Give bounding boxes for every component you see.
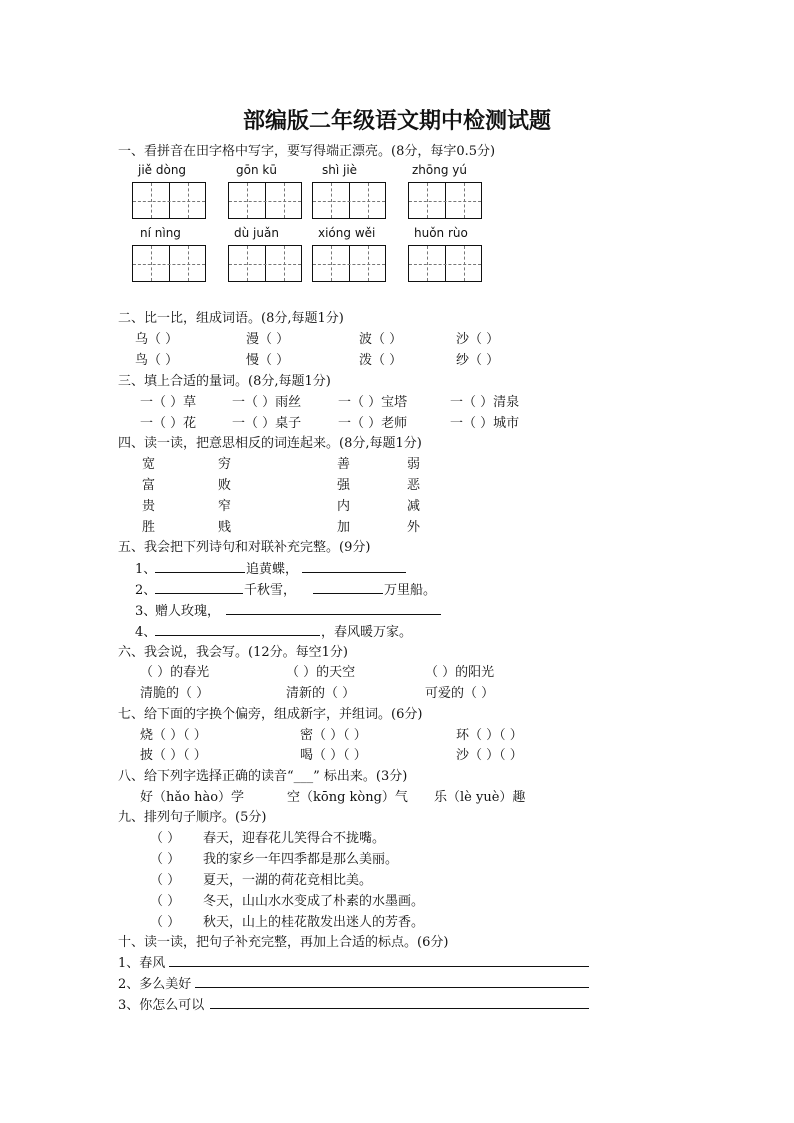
measure-item: 一（ ）宝塔 [338,395,408,410]
sentence-item: 冬天，山山水水变成了朴素的水墨画。 [203,894,425,909]
section-3-heading: 三、填上合适的量词。(8分,每题1分) [118,374,331,389]
section-8-heading: 八、给下列字选择正确的读音“___” 标出来。(3分) [118,769,408,784]
tianzige-box[interactable] [228,182,302,219]
match-word: 减 [407,499,421,514]
word-item: 乌（ ） [135,332,179,347]
sentence-start: 1、春风 [118,956,166,971]
sentence-item: 春天，迎春花儿笑得合不拢嘴。 [203,831,386,846]
phrase-item: 清脆的（ ） [140,686,210,701]
match-word: 败 [218,478,232,493]
word-item: 泼（ ） [359,353,403,368]
match-word: 强 [337,478,351,493]
match-word: 富 [142,478,156,493]
tianzige-box[interactable] [132,245,206,282]
section-7-heading: 七、给下面的字换个偏旁，组成新字，并组词。(6分) [118,707,423,722]
match-word: 加 [337,520,351,535]
measure-item: 一（ ）花 [140,416,197,431]
match-word: 内 [337,499,351,514]
poem-text: 赠人玫瑰， [155,604,221,619]
section-10-heading: 十、读一读，把句子补充完整，再加上合适的标点。(6分) [118,935,449,950]
order-bracket[interactable]: （ ） [150,915,181,930]
word-item: 慢（ ） [246,353,290,368]
match-word: 恶 [407,478,421,493]
tianzige-box[interactable] [312,182,386,219]
word-item: 波（ ） [359,332,403,347]
pronunciation-item: 好（hǎo hào）学 [140,790,245,805]
answer-blank[interactable] [226,600,441,615]
poem-text: 千秋雪， [244,583,297,598]
answer-line[interactable] [169,952,589,967]
measure-item: 一（ ）老师 [338,416,408,431]
match-word: 穷 [218,457,232,472]
radical-item: 喝（ ）（ ） [300,748,367,763]
sentence-start: 2、多么美好 [118,977,192,992]
line-number: 4、 [135,625,157,640]
match-word: 窄 [218,499,232,514]
word-item: 纱（ ） [456,353,500,368]
poem-text: 万里船。 [384,583,437,598]
pronunciation-item: 乐（lè yuè）趣 [434,790,526,805]
pinyin-label: zhōng yú [412,163,467,177]
tianzige-box[interactable] [408,245,482,282]
word-item: 鸟（ ） [135,353,179,368]
answer-blank[interactable] [302,558,406,573]
measure-item: 一（ ）草 [140,395,197,410]
phrase-item: 可爱的（ ） [425,686,495,701]
sentence-item: 秋天，山上的桂花散发出迷人的芳香。 [203,915,425,930]
radical-item: 密（ ）（ ） [300,728,367,743]
radical-item: 披（ ）（ ） [140,748,207,763]
poem-text: ，春风暖万家。 [321,625,413,640]
pinyin-label: shì jiè [322,163,358,177]
match-word: 宽 [142,457,156,472]
pinyin-label: ní nìng [140,226,181,240]
page-title: 部编版二年级语文期中检测试题 [242,108,551,134]
sentence-item: 我的家乡一年四季都是那么美丽。 [203,852,399,867]
poem-text: 追黄蝶， [246,562,299,577]
answer-blank[interactable] [313,579,383,594]
answer-blank[interactable] [155,579,243,594]
pinyin-label: jiě dòng [138,163,187,177]
match-word: 贵 [142,499,156,514]
section-9-heading: 九、排列句子顺序。(5分) [118,810,267,825]
section-6-heading: 六、我会说，我会写。(12分。每空1分) [118,645,348,660]
measure-item: 一（ ）雨丝 [232,395,302,410]
match-word: 弱 [407,457,421,472]
order-bracket[interactable]: （ ） [150,852,181,867]
match-word: 善 [337,457,351,472]
radical-item: 烧（ ）（ ） [140,728,207,743]
line-number: 2、 [135,583,157,598]
phrase-item: （ ）的天空 [286,665,356,680]
section-2-heading: 二、比一比，组成词语。(8分,每题1分) [118,311,344,326]
phrase-item: 清新的（ ） [286,686,356,701]
sentence-start: 3、你怎么可以 [118,998,205,1013]
pinyin-label: gōn kū [236,163,277,177]
match-word: 胜 [142,520,156,535]
tianzige-box[interactable] [312,245,386,282]
section-4-heading: 四、读一读，把意思相反的词连起来。(8分,每题1分) [118,436,422,451]
pinyin-label: huǒn rùo [414,226,468,240]
phrase-item: （ ）的阳光 [425,665,495,680]
match-word: 贱 [218,520,232,535]
phrase-item: （ ）的春光 [140,665,210,680]
section-5-heading: 五、我会把下列诗句和对联补充完整。(9分) [118,540,371,555]
tianzige-box[interactable] [408,182,482,219]
line-number: 1、 [135,562,157,577]
tianzige-box[interactable] [132,182,206,219]
order-bracket[interactable]: （ ） [150,873,181,888]
order-bracket[interactable]: （ ） [150,894,181,909]
answer-line[interactable] [210,994,589,1009]
match-word: 外 [407,520,421,535]
measure-item: 一（ ）清泉 [450,395,520,410]
answer-blank[interactable] [155,558,245,573]
pinyin-label: dù juǎn [234,226,279,240]
radical-item: 环（ ）（ ） [456,728,523,743]
measure-item: 一（ ）桌子 [232,416,302,431]
section-1-heading: 一、看拼音在田字格中写字，要写得端正漂亮。(8分，每字0.5分) [118,144,496,159]
answer-blank[interactable] [155,621,320,636]
order-bracket[interactable]: （ ） [150,831,181,846]
answer-line[interactable] [195,973,589,988]
measure-item: 一（ ）城市 [450,416,520,431]
word-item: 沙（ ） [456,332,500,347]
radical-item: 沙（ ）（ ） [456,748,523,763]
pinyin-label: xióng wěi [318,226,376,240]
pronunciation-item: 空（kōng kòng）气 [287,790,408,805]
sentence-item: 夏天，一湖的荷花竞相比美。 [203,873,373,888]
line-number: 3、 [135,604,157,619]
tianzige-box[interactable] [228,245,302,282]
word-item: 漫（ ） [246,332,290,347]
